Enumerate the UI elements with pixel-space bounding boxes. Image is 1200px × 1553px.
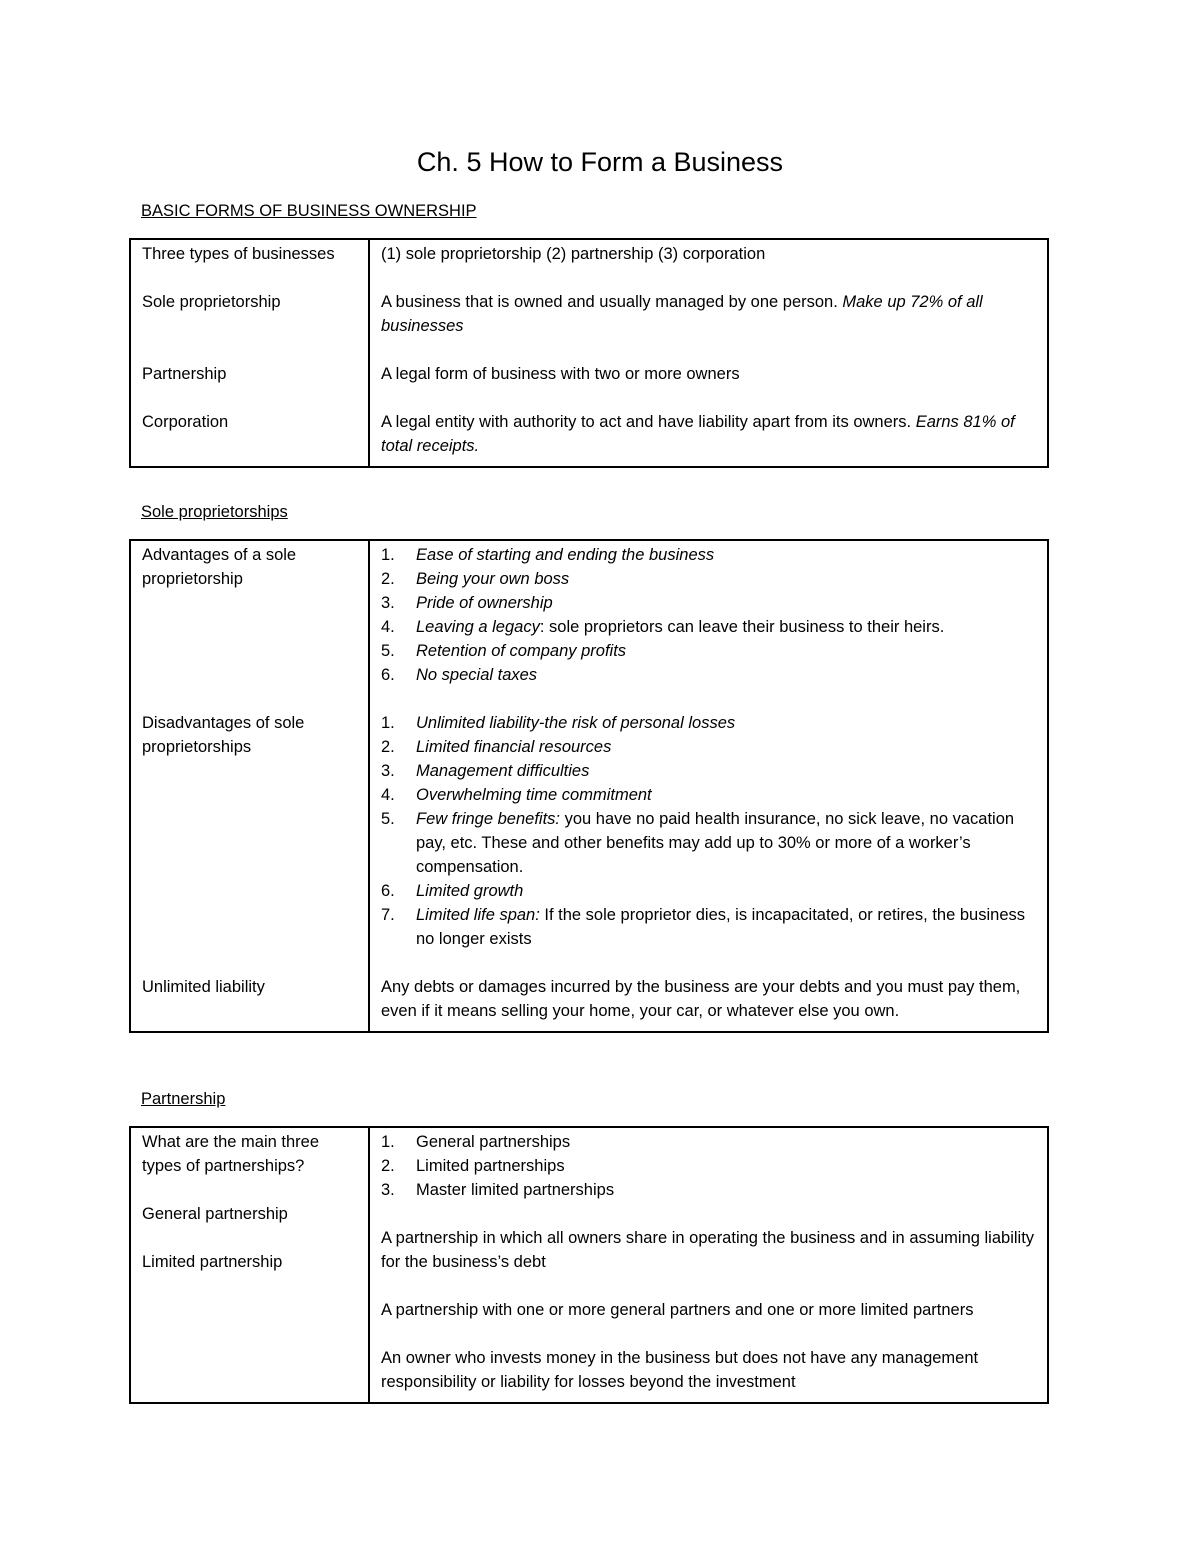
- table-row: [130, 540, 1048, 1032]
- list-item: 5. Few fringe benefits: you have no paid health insurance, no sick leave, no vacation pay, etc. These and other benefits may add up to 30% or more of a worker’s compensation.: [381, 810, 1015, 876]
- table-row: [130, 239, 1048, 467]
- term-general-partnership: General partnership: [142, 1205, 288, 1223]
- definition-cell: [369, 239, 1048, 467]
- term-cell: [130, 1127, 369, 1403]
- table-row: [130, 1127, 1048, 1403]
- list-item: 5. Retention of company profits: [381, 642, 627, 660]
- def-three-types: (1) sole proprietorship (2) partnership (3) corporation: [381, 245, 766, 263]
- term-disadvantages: Disadvantages of sole proprietorships: [142, 714, 305, 756]
- section-heading-sole-proprietorships: Sole proprietorships: [141, 503, 288, 521]
- section-heading-partnership: Partnership: [141, 1090, 226, 1108]
- sole-proprietorships-table: [129, 539, 1049, 1033]
- def-corporation: A legal entity with authority to act and have liability apart from its owners. Earns 81% of total receipts.: [381, 413, 1015, 455]
- def-limited-partner: An owner who invests money in the business but does not have any management responsibility or liability for losses beyond the investment: [381, 1349, 979, 1391]
- term-corporation: Corporation: [142, 413, 229, 431]
- list-item: 6. No special taxes: [381, 666, 538, 684]
- term-sole-proprietorship: Sole proprietorship: [142, 293, 281, 311]
- def-general-partnership: A partnership in which all owners share in operating the business and in assuming liability for the business’s debt: [381, 1229, 1035, 1271]
- disadvantages-list: [381, 711, 1037, 951]
- term-partnership-types: What are the main three types of partnerships?: [142, 1133, 320, 1175]
- list-item: 7. Limited life span: If the sole proprietor dies, is incapacitated, or retires, the business no longer exists: [381, 906, 1025, 948]
- list-item: 6. Limited growth: [381, 882, 524, 900]
- partnership-table: [129, 1126, 1049, 1404]
- list-item: 3. Master limited partnerships: [381, 1181, 615, 1199]
- list-item: 3. Pride of ownership: [381, 594, 553, 612]
- term-unlimited-liability: Unlimited liability: [142, 978, 265, 996]
- list-item: 2. Limited financial resources: [381, 738, 612, 756]
- term-limited-partnership: Limited partnership: [142, 1253, 283, 1271]
- list-item: 1. General partnerships: [381, 1133, 571, 1151]
- page-title: Ch. 5 How to Form a Business: [416, 147, 784, 177]
- partnership-types-list: [381, 1130, 1037, 1202]
- list-item: 1. Unlimited liability-the risk of personal losses: [381, 714, 736, 732]
- def-sole-proprietorship: A business that is owned and usually managed by one person. Make up 72% of all businesses: [381, 293, 983, 335]
- list-item: 2. Being your own boss: [381, 570, 570, 588]
- definition-cell: [369, 540, 1048, 1032]
- section-heading-basic-forms: BASIC FORMS OF BUSINESS OWNERSHIP: [141, 202, 477, 220]
- list-item: 4. Overwhelming time commitment: [381, 786, 652, 804]
- term-cell: [130, 239, 369, 467]
- list-item: 2. Limited partnerships: [381, 1157, 565, 1175]
- basic-forms-table: [129, 238, 1049, 468]
- definition-cell: [369, 1127, 1048, 1403]
- term-advantages: Advantages of a sole proprietorship: [142, 546, 297, 588]
- term-cell: [130, 540, 369, 1032]
- def-limited-partnership: A partnership with one or more general partners and one or more limited partners: [381, 1301, 974, 1319]
- list-item: 3. Management difficulties: [381, 762, 590, 780]
- def-unlimited-liability: Any debts or damages incurred by the business are your debts and you must pay them, even if it means selling your home, your car, or whatever else you own.: [381, 978, 1021, 1020]
- term-three-types: Three types of businesses: [142, 245, 335, 263]
- list-item: 1. Ease of starting and ending the business: [381, 546, 715, 564]
- advantages-list: [381, 543, 1037, 687]
- list-item: 4. Leaving a legacy: sole proprietors can leave their business to their heirs.: [381, 618, 945, 636]
- term-partnership: Partnership: [142, 365, 227, 383]
- def-partnership: A legal form of business with two or more owners: [381, 365, 740, 383]
